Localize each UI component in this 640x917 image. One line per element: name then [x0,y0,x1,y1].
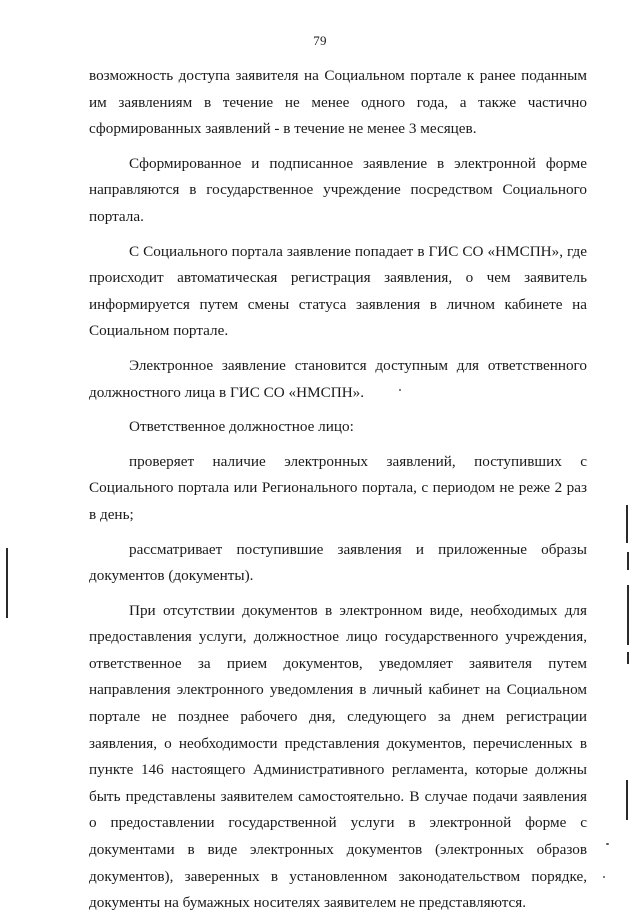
scan-margin-line-right-3 [627,585,629,645]
scan-speck [399,389,401,391]
document-body [89,63,587,917]
paragraph-checks: проверяет наличие электронных заявлений, поступивших с Социального портала или Регионального портала, с периодом не реже 2 раз в день; [89,452,587,523]
scan-margin-line-right-4 [627,652,629,664]
paragraph-missing-documents: При отсутствии документов в электронном виде, необходимых для предоставления услуги, должностное лицо государственного учреждения, ответственное за прием документов, уведомляет заявителя путем направления электронного уведомления в личный кабинет на Социальном портале не позднее рабочего дня, следующего за днем регистрации заявления, о необходимости представления документов, перечисленных в пункте 146 настоящего Административного регламента, которые должны быть представлены заявителем самостоятельно. В случае подачи заявления о предоставлении государственной услуги в электронной форме с документами в виде электронных документов (электронных образов документов), заверенных в установленном законодательством порядке, документы на бумажных носителях заявителем не представляются. [89,601,587,912]
paragraph-official-intro: Ответственное должностное лицо: [129,418,354,436]
scan-margin-line-right-5 [626,780,628,820]
scan-margin-line-left [6,548,8,618]
scan-speck [603,876,605,878]
scan-speck [606,843,609,845]
paragraph-registration: С Социального портала заявление попадает в ГИС СО «НМСПН», где происходит автоматическая регистрация заявления, о чем заявитель информируется путем смены статуса заявления в личном кабинете на Социальном портале. [89,242,587,340]
page-number: 79 [313,33,327,48]
scan-margin-line-right-2 [627,552,629,570]
paragraph-reviews: рассматривает поступившие заявления и приложенные образы документов (документы). [89,540,587,585]
paragraph-submission: Сформированное и подписанное заявление в электронной форме направляются в государственное учреждение посредством Социального портала. [89,154,587,225]
scan-margin-line-right-1 [626,505,628,543]
paragraph-availability: Электронное заявление становится доступным для ответственного должностного лица в ГИС СО «НМСПН». [89,356,587,401]
paragraph-continuation: возможность доступа заявителя на Социальном портале к ранее поданным им заявлениям в течение не менее одного года, а также частично сформированных заявлений - в течение не менее 3 месяцев. [89,67,587,138]
